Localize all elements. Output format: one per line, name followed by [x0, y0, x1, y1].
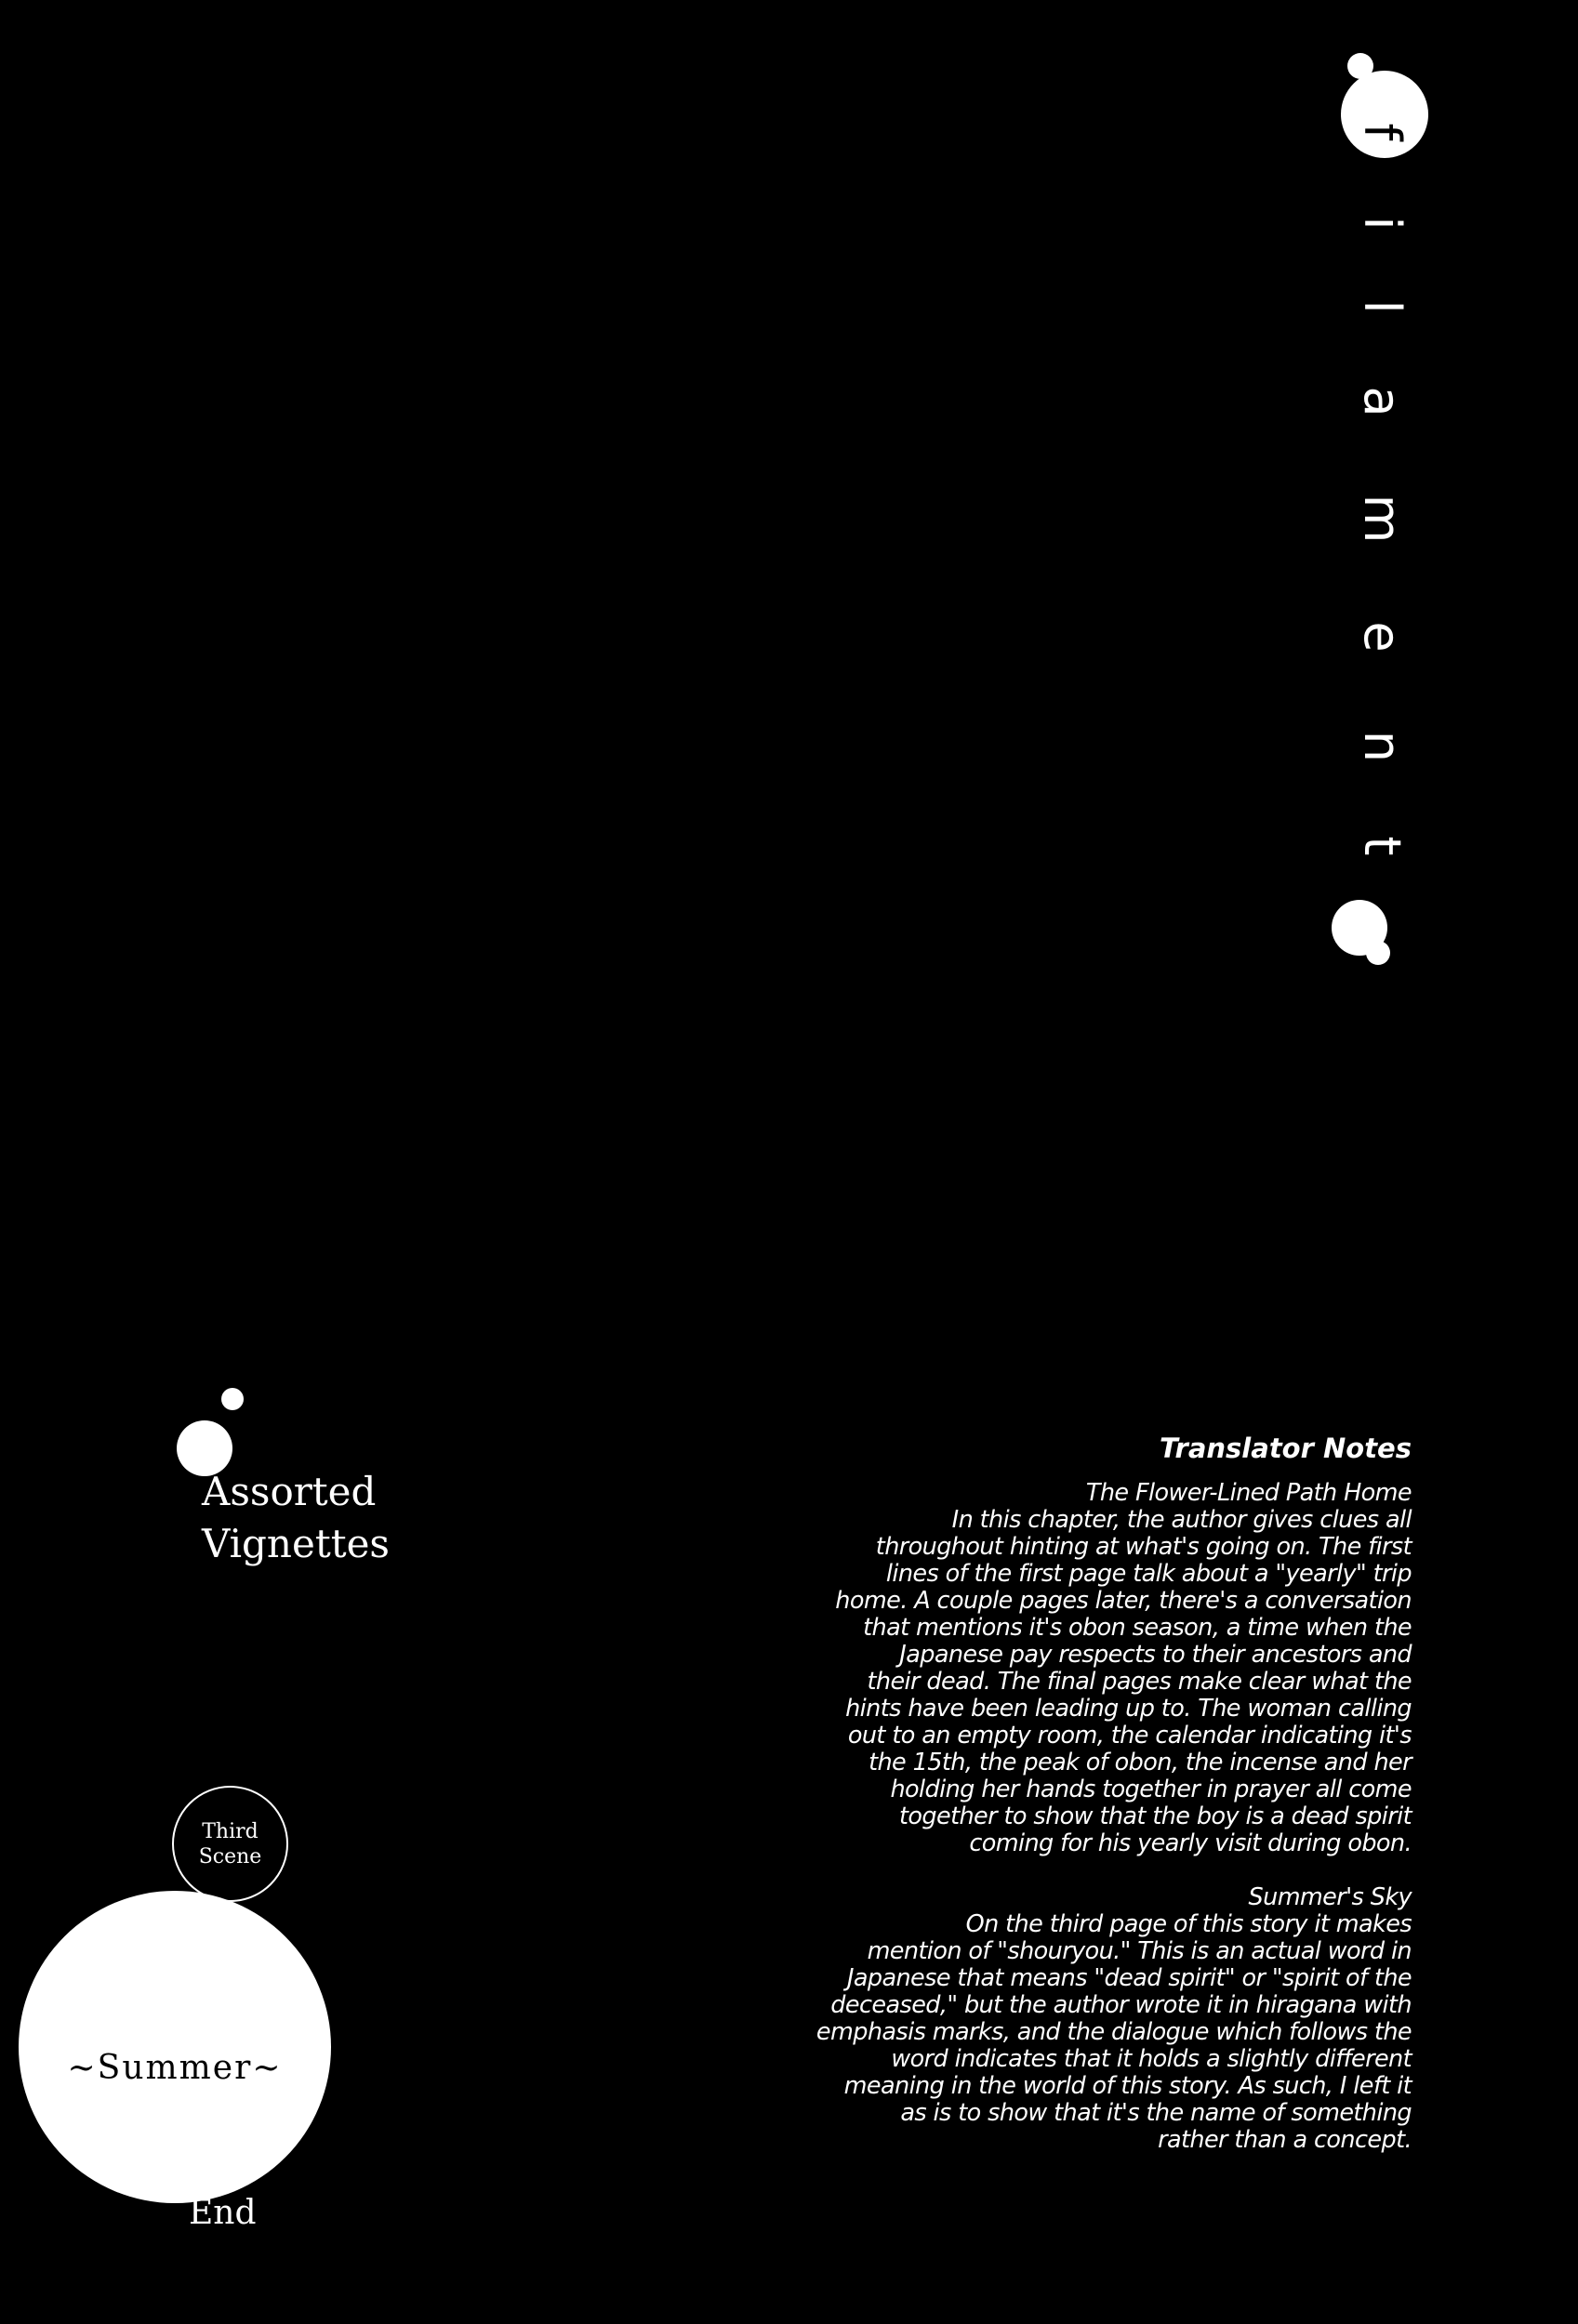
scene-badge-line: Scene: [198, 1844, 262, 1868]
note-line: as is to show that it's the name of something: [900, 2099, 1412, 2127]
title-letter-text: m: [1353, 494, 1412, 544]
title-letter-text: t: [1353, 836, 1412, 856]
note-line: holding her hands together in prayer all come: [890, 1776, 1412, 1803]
note-line: hints have been leading up to. The woman calling: [845, 1695, 1412, 1723]
note-line: Japanese that means "dead spirit" or "spirit of the: [846, 1964, 1412, 1992]
scene-badge-line: Third: [202, 1819, 259, 1843]
title-letter-text: f: [1353, 123, 1412, 141]
note-line: coming for his yearly visit during obon.: [969, 1829, 1412, 1857]
note-line: word indicates that it holds a slightly different: [891, 2045, 1412, 2073]
note-line: rather than a concept.: [1158, 2126, 1412, 2154]
note-line: deceased," but the author wrote it in hiragana with: [830, 1991, 1412, 2019]
note-line: In this chapter, the author gives clues all: [951, 1506, 1412, 1534]
note-title: The Flower-Lined Path Home: [1085, 1479, 1412, 1507]
note-line: that mentions it's obon season, a time when the: [863, 1614, 1412, 1642]
section-heading: [202, 1466, 390, 1570]
season-circle: [19, 1891, 331, 2203]
decorative-bubble-small: [221, 1388, 244, 1410]
note-line: lines of the first page talk about a "yearly" trip: [885, 1560, 1412, 1588]
note-line: out to an empty room, the calendar indicating it's: [847, 1722, 1412, 1750]
end-label: End: [189, 2194, 257, 2232]
note-line: their dead. The final pages make clear what the: [867, 1668, 1412, 1696]
note-line: home. A couple pages later, there's a conversation: [835, 1587, 1412, 1615]
title-letter-text: i: [1353, 216, 1412, 231]
season-label: ~Summer~: [67, 2049, 283, 2087]
section-heading-line: Assorted: [202, 1469, 377, 1514]
note-line: throughout hinting at what's going on. The first: [875, 1533, 1412, 1561]
scene-badge: [172, 1786, 288, 1902]
note-line: On the third page of this story it makes: [965, 1910, 1412, 1938]
translator-notes-heading: Translator Notes: [1159, 1433, 1412, 1464]
note-block: [761, 1884, 1412, 2154]
note-line: the 15th, the peak of obon, the incense and her: [869, 1749, 1412, 1776]
note-block: [761, 1480, 1412, 1857]
title-letter-text: l: [1353, 299, 1412, 314]
title-letter-text: n: [1353, 730, 1412, 763]
section-heading-line: Vignettes: [202, 1521, 390, 1566]
title-letter-text: e: [1353, 621, 1412, 653]
note-line: meaning in the world of this story. As such, I left it: [843, 2072, 1412, 2100]
title-letter-text: a: [1353, 386, 1412, 417]
note-line: mention of "shouryou." This is an actual word in: [867, 1937, 1412, 1965]
note-line: together to show that the boy is a dead spirit: [899, 1802, 1412, 1830]
note-line: Japanese pay respects to their ancestors and: [899, 1641, 1412, 1669]
title-dot-small-bottom: [1366, 941, 1390, 965]
note-line: emphasis marks, and the dialogue which follows the: [816, 2018, 1412, 2046]
translator-notes: [761, 1432, 1412, 2181]
note-title: Summer's Sky: [1248, 1883, 1412, 1911]
title-dot-large-top: [1341, 71, 1428, 158]
